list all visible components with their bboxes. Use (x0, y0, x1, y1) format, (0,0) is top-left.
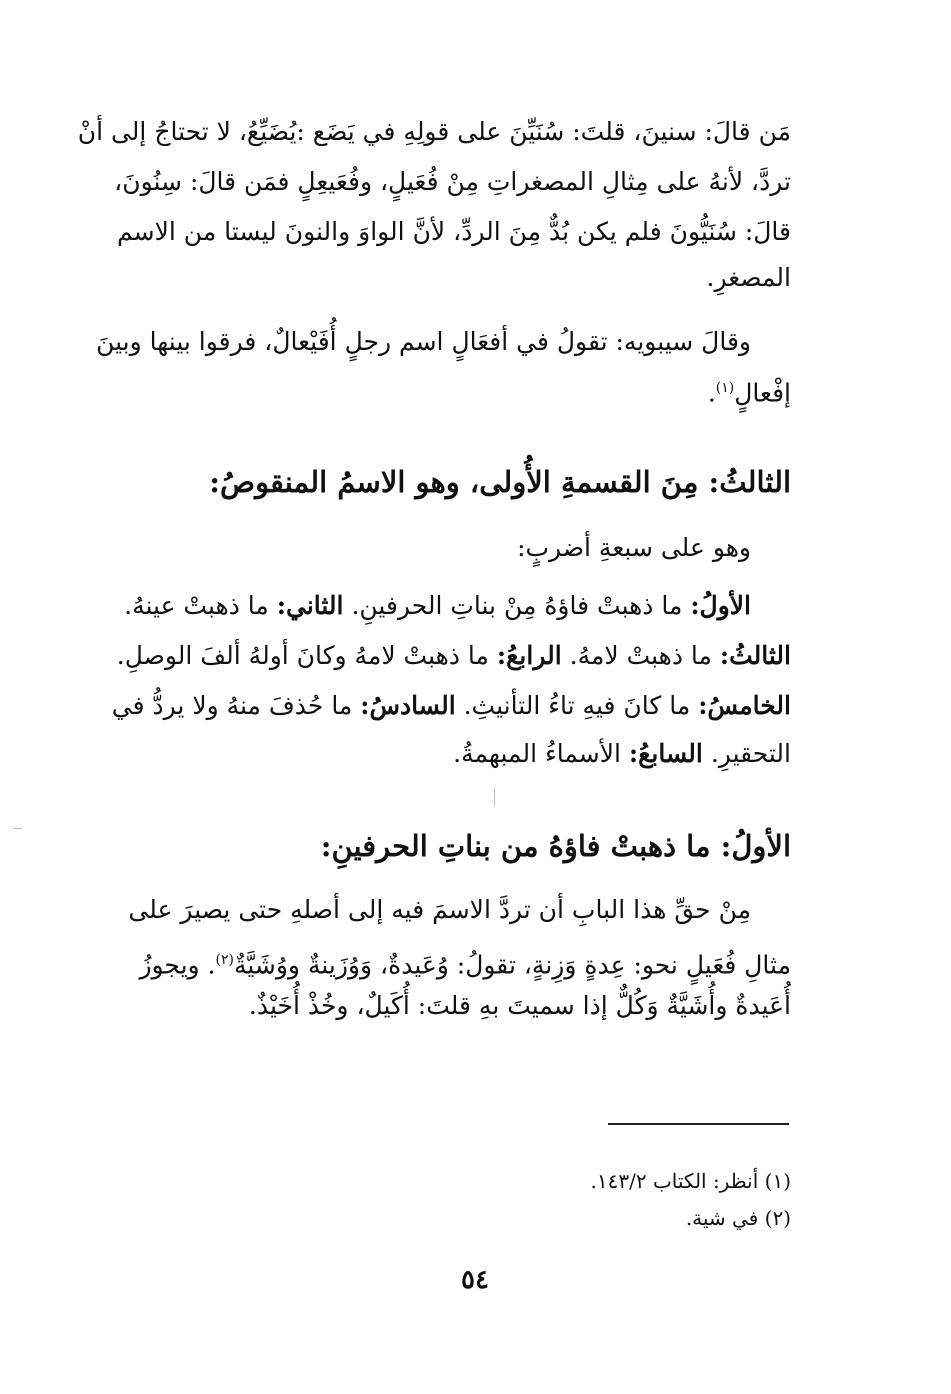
section-intro (159, 528, 791, 568)
footnote-2: (٢) في شية. (685, 1206, 791, 1230)
type-6-label: السادسُ: (360, 691, 456, 720)
type-7-label: السابعُ: (628, 739, 703, 768)
page-number: ٥٤ (461, 1265, 489, 1295)
section-intro-text: وهو على سبعةِ أضربٍ: (517, 533, 751, 562)
paragraph-2-line-1 (96, 322, 791, 362)
type-6-text: ما حُذفَ منهُ ولا يردُّ في (111, 691, 361, 720)
paragraph-1-line-4: المصغرِ. (706, 263, 791, 292)
type-7-text: الأسماءُ المبهمةُ. (453, 739, 629, 768)
types-line-1 (124, 586, 791, 626)
paragraph-3-line-2 (139, 940, 791, 985)
scan-mark (494, 788, 495, 806)
paragraph-3-line-2-end: . ويجوزُ (139, 950, 216, 980)
types-line-4 (159, 734, 791, 774)
type-4-label: الرابعُ: (496, 641, 562, 670)
types-line-2 (116, 636, 791, 676)
paragraph-2-line-1-text: وقالَ سيبويه: تقولُ في أفعَالٍ اسم رجلٍ أُفَيْعالٌ، فرقوا بينها وبينَ (96, 327, 751, 356)
paragraph-2-end: . (707, 378, 716, 408)
paragraph-2-line-2 (159, 368, 791, 413)
type-2-label: الثاني: (276, 591, 344, 620)
type-6-text-cont: التحقيرِ. (702, 739, 791, 768)
type-2-text: ما ذهبتْ عينهُ. (124, 591, 277, 620)
paragraph-1-line-2: تردَّ، لأنهُ على مِثالِ المصغراتِ مِنْ فُعَيلٍ، وفُعَيعِلٍ فمَن قالَ: سِنُونَ، (114, 167, 791, 196)
footnote-separator (608, 1123, 789, 1125)
type-1-label: الأولُ: (690, 591, 751, 620)
type-1-text: ما ذهبتْ فاؤهُ مِنْ بناتِ الحرفينِ. (343, 591, 691, 620)
type-5-label: الخامسُ: (698, 691, 791, 720)
section-heading-third: الثالثُ: مِنَ القسمةِ الأُولى، وهو الاسمُ المنقوصُ: (209, 465, 791, 499)
scan-mark (14, 828, 22, 829)
paragraph-3-line-3: أُعَيدةٌ وأُشَيَّةٌ وَكُلٌّ إذا سميتَ بهِ قلتَ: أُكَيلٌ، وخُذْ أُخَيْذٌ. (248, 991, 791, 1020)
subsection-heading-first: الأولُ: ما ذهبتْ فاؤهُ من بناتِ الحرفينِ: (320, 829, 791, 863)
types-line-3 (111, 686, 791, 726)
paragraph-1-line-1: مَن قالَ: سنينَ، قلتَ: سُنَيِّنَ على قولِهِ في يَضَع :يُضَيِّعُ، لا تحتاجُ إلى أنْ (77, 117, 791, 146)
type-3-label: الثالثُ: (719, 641, 791, 670)
type-4-text: ما ذهبتْ لامهُ وكانَ أولهُ ألفَ الوصلِ. (116, 641, 497, 670)
footnote-ref-1[interactable]: (١) (715, 380, 735, 396)
type-5-text: ما كانَ فيهِ تاءُ التأنيثِ. (455, 691, 699, 720)
type-3-text: ما ذهبتْ لامهُ. (561, 641, 720, 670)
footnote-ref-2[interactable]: (٢) (215, 952, 234, 968)
paragraph-2-line-2-text: إفْعالٍ (734, 378, 791, 408)
paragraph-3-line-1-text: مِنْ حقِّ هذا البابِ أن تردَّ الاسمَ فيه إلى أصلهِ حتى يصيرَ على (128, 895, 751, 924)
paragraph-1-line-3: قالَ: سُنَيُّونَ فلم يكن بُدٌّ مِنَ الردِّ، لأنَّ الواوَ والنونَ ليستا من الاسم (117, 217, 791, 246)
paragraph-3-line-1 (128, 890, 791, 930)
paragraph-3-line-2-text: مثالِ فُعَيلٍ نحو: عِدةٍ وَزِنةٍ، تقولُ: وُعَيدةٌ، وَوُزَينةٌ ووُشَيَّةٌ (233, 950, 791, 980)
footnote-1: (١) أنظر: الكتاب ١٤٣/٢. (590, 1169, 791, 1193)
